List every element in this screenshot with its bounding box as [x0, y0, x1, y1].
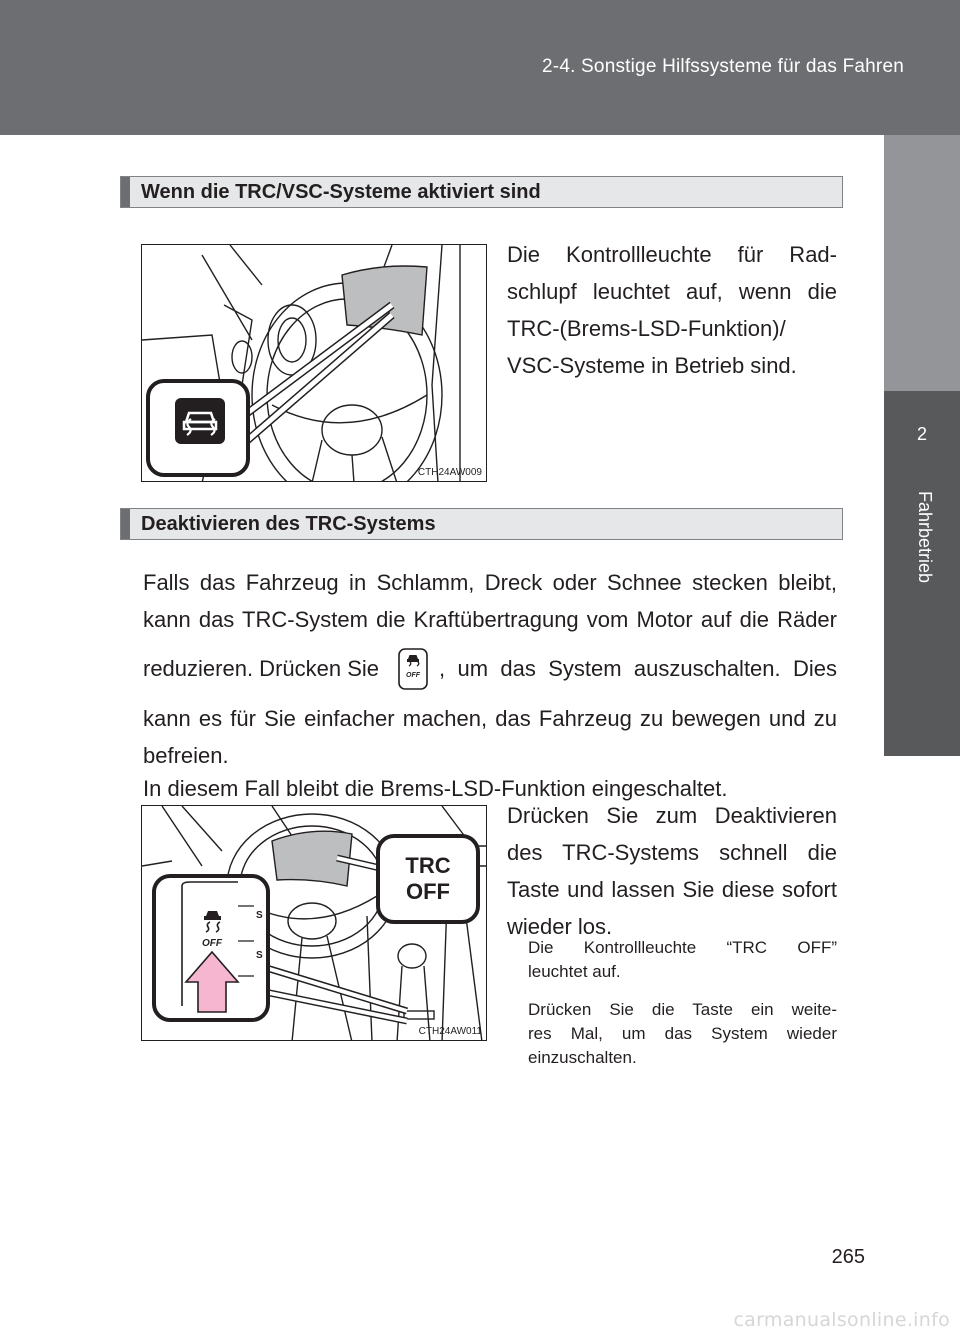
- text-line: kann das TRC-System die Kraftübertragung vom Motor auf die Räder: [143, 607, 837, 632]
- switch-off-label: OFF: [202, 938, 222, 949]
- button-off-label: OFF: [406, 672, 421, 679]
- thumb-tab-number: 2: [916, 424, 927, 444]
- section-heading-trc-disable: [120, 508, 843, 540]
- chapter-thumb-tab: [884, 135, 960, 1341]
- illustration-code-1: CTH24AW009: [417, 467, 482, 478]
- note-line: einzuschalten.: [528, 1048, 637, 1067]
- heading-marker: [121, 509, 130, 539]
- header-band: [0, 0, 960, 135]
- text-line: Taste und lassen Sie diese sofort: [507, 877, 837, 902]
- section-heading-text: Wenn die TRC/VSC-Systeme aktiviert sind: [141, 181, 541, 203]
- svg-text:S: S: [256, 910, 263, 921]
- callout-text-off: OFF: [406, 879, 450, 904]
- text-line-with-button: [143, 638, 837, 700]
- dashboard-drawing-2: [142, 806, 487, 1041]
- text-line: kann es für Sie einfacher machen, das Fahrzeug zu bewegen und zu: [143, 706, 837, 731]
- text-fragment: , um das System auszuschalten. Dies: [439, 656, 837, 681]
- text-line: Die Kontrollleuchte für Rad-: [507, 242, 837, 267]
- trc-off-button-icon: [397, 647, 429, 691]
- illustration-code-2: CTH24AW011: [418, 1026, 482, 1037]
- text-fragment: reduzieren. Drücken Sie: [143, 656, 380, 681]
- text-line: Drücken Sie zum Deaktivieren: [507, 803, 837, 828]
- dashboard-drawing-1: [142, 245, 487, 482]
- text-line: schlupf leuchtet auf, wenn die: [507, 279, 837, 304]
- text-line: TRC-(Brems-LSD-Funktion)/: [507, 316, 786, 341]
- section1-description: [507, 236, 837, 384]
- section-heading-trc-vsc-active: [120, 176, 843, 208]
- thumb-tab-label: Fahrbetrieb: [915, 491, 935, 584]
- callout-text-trc: TRC: [405, 853, 451, 878]
- section2-paragraph: [143, 564, 837, 807]
- section-heading-text: Deaktivieren des TRC-Systems: [141, 513, 436, 535]
- text-line: befreien.: [143, 743, 229, 768]
- page-number: 265: [831, 1246, 865, 1268]
- text-line: Falls das Fahrzeug in Schlamm, Dreck oder Schnee stecken bleibt,: [143, 570, 837, 595]
- text-line: wieder los.: [507, 914, 613, 939]
- section2-instructions: [507, 797, 837, 945]
- note-line: Die Kontrollleuchte “TRC OFF”: [528, 938, 837, 957]
- note-indicator-on: [528, 936, 837, 984]
- chapter-title: 2-4. Sonstige Hilfssysteme für das Fahren: [542, 56, 904, 77]
- dashboard-illustration-1: [141, 244, 487, 482]
- dashboard-illustration-2: [141, 805, 487, 1041]
- text-line: VSC-Systeme in Betrieb sind.: [507, 353, 797, 378]
- text-line: In diesem Fall bleibt die Brems-LSD-Funktion eingeschaltet.: [143, 776, 728, 801]
- heading-marker: [121, 177, 130, 207]
- note-reactivate: [528, 998, 837, 1070]
- note-line: leuchtet auf.: [528, 962, 621, 981]
- note-line: res Mal, um das System wieder: [528, 1024, 837, 1043]
- note-line: Drücken Sie die Taste ein weite-: [528, 1000, 837, 1019]
- thumb-tab-upper: [884, 135, 960, 391]
- watermark: carmanualsonline.info: [733, 1309, 950, 1331]
- svg-text:S: S: [256, 950, 263, 961]
- text-line: des TRC-Systems schnell die: [507, 840, 837, 865]
